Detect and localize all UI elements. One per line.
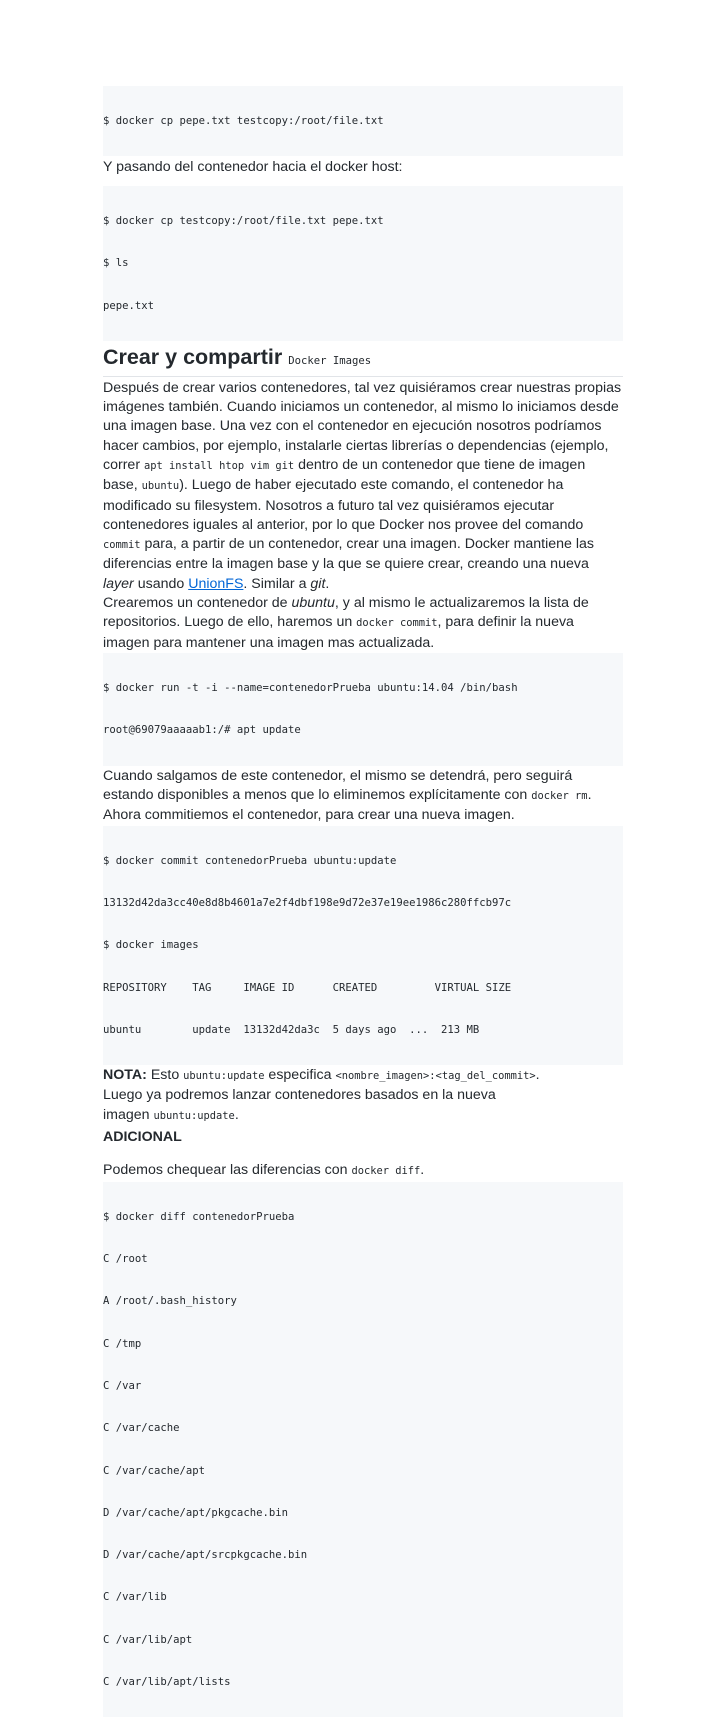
- code-line: C /var/cache/apt: [103, 1464, 206, 1477]
- code-line: $ docker run -t -i --name=contenedorPrueba ubuntu:14.04 /bin/bash: [103, 682, 518, 695]
- code-line: D /var/cache/apt/pkgcache.bin: [103, 1506, 288, 1519]
- note-paragraph: NOTA: Esto ubuntu:update especifica <nombre_imagen>:<tag_del_commit>.: [103, 1067, 540, 1084]
- inline-code: docker rm: [531, 790, 588, 802]
- code-line: root@69079aaaaab1:/# apt update: [103, 724, 301, 737]
- code-line: C /var/lib: [103, 1591, 167, 1604]
- code-line: 13132d42da3cc40e8d8b4601a7e2f4dbf198e9d72e37e19ee1986c280ffcb97c: [103, 897, 512, 910]
- heading-text: Crear y compartir: [103, 344, 283, 369]
- code-line: C /var/lib/apt: [103, 1633, 193, 1646]
- paragraph-diff: Podemos chequear las diferencias con docker diff.: [103, 1162, 425, 1179]
- section-heading: [103, 343, 623, 377]
- code-line: C /var/cache: [103, 1422, 180, 1435]
- note-label: NOTA:: [103, 1067, 147, 1084]
- code-block-docker-cp-to: [103, 86, 623, 156]
- code-block-docker-run: [103, 653, 623, 766]
- code-line: ubuntu update 13132d42da3c 5 days ago ... 213 MB: [103, 1023, 480, 1036]
- unionfs-link[interactable]: UnionFS: [188, 575, 244, 592]
- code-block-docker-diff: [103, 1182, 623, 1717]
- inline-code: ubuntu: [141, 480, 180, 493]
- inline-code: <nombre_imagen>:<tag_del_commit>: [335, 1070, 536, 1083]
- code-line: $ docker diff contenedorPrueba: [103, 1210, 295, 1223]
- code-line: C /tmp: [103, 1337, 142, 1350]
- code-line: REPOSITORY TAG IMAGE ID CREATED VIRTUAL SIZE: [103, 981, 512, 994]
- inline-code: docker diff: [351, 1165, 421, 1178]
- code-line: $ docker cp testcopy:/root/file.txt pepe.txt: [103, 214, 384, 227]
- paragraph-intro: Después de crear varios contenedores, tal vez quisiéramos crear nuestras propias imágenes también. Cuando iniciamos un contenedor, al mismo lo iniciamos desde una imagen base. Una vez con el contenedor en ejecución nosotros podríamos hacer cambios, por ejemplo, instalarle ciertas librerías o dependencias (ejemplo, correr apt install htop vim git dentro de un contenedor que tiene de imagen base, ubuntu). Luego de haber ejecutado este comando, el contenedor ha modificado su filesystem. Nosotros a futuro tal vez quisiéramos ejecutar contenedores iguales al anterior, por lo que Docker nos provee del comando commit para, a partir de un contenedor, crear una imagen. Docker mantiene las diferencias entre la imagen base y la que se quiere crear, creando una nueva layer usando UnionFS. Similar a git.: [103, 379, 622, 592]
- code-block-docker-commit: [103, 826, 623, 1066]
- code-line: C /var/lib/apt/lists: [103, 1675, 231, 1688]
- inline-code: docker commit: [356, 617, 438, 630]
- code-line: C /var: [103, 1379, 142, 1392]
- paragraph-exit-container: Cuando salgamos de este contenedor, el mismo se detendrá, pero seguirá estando disponibles a menos que lo eliminemos explícitamente con docker rm. Ahora commitiemos el contenedor, para crear una nueva imagen.: [103, 767, 592, 824]
- adicional-heading: ADICIONAL: [103, 1129, 182, 1146]
- inline-code: commit: [103, 539, 141, 552]
- code-line: D /var/cache/apt/srcpkgcache.bin: [103, 1549, 308, 1562]
- code-line: A /root/.bash_history: [103, 1295, 237, 1308]
- paragraph-host: Y pasando del contenedor hacia el docker host:: [103, 159, 403, 176]
- code-line: $ ls: [103, 257, 129, 270]
- code-line: C /root: [103, 1253, 148, 1266]
- paragraph-launch: Luego ya podremos lanzar contenedores basados en la nueva imagen ubuntu:update.: [103, 1087, 496, 1123]
- inline-code: ubuntu:update: [153, 1109, 235, 1122]
- document-content: [103, 84, 623, 1717]
- code-block-docker-cp-from: [103, 186, 623, 341]
- code-line: pepe.txt: [103, 299, 155, 312]
- inline-code: apt install htop vim git: [144, 459, 295, 472]
- code-line: $ docker cp pepe.txt testcopy:/root/file.txt: [103, 115, 384, 128]
- code-line: $ docker images: [103, 939, 199, 952]
- inline-code: ubuntu:update: [183, 1070, 265, 1083]
- heading-code: Docker Images: [288, 354, 372, 367]
- code-line: $ docker commit contenedorPrueba ubuntu:update: [103, 854, 397, 867]
- paragraph-ubuntu: Crearemos un contenedor de ubuntu, y al mismo le actualizaremos la lista de repositorios. Luego de ello, haremos un docker commit, para definir la nueva imagen para mantener una imagen mas actualizada.: [103, 595, 589, 651]
